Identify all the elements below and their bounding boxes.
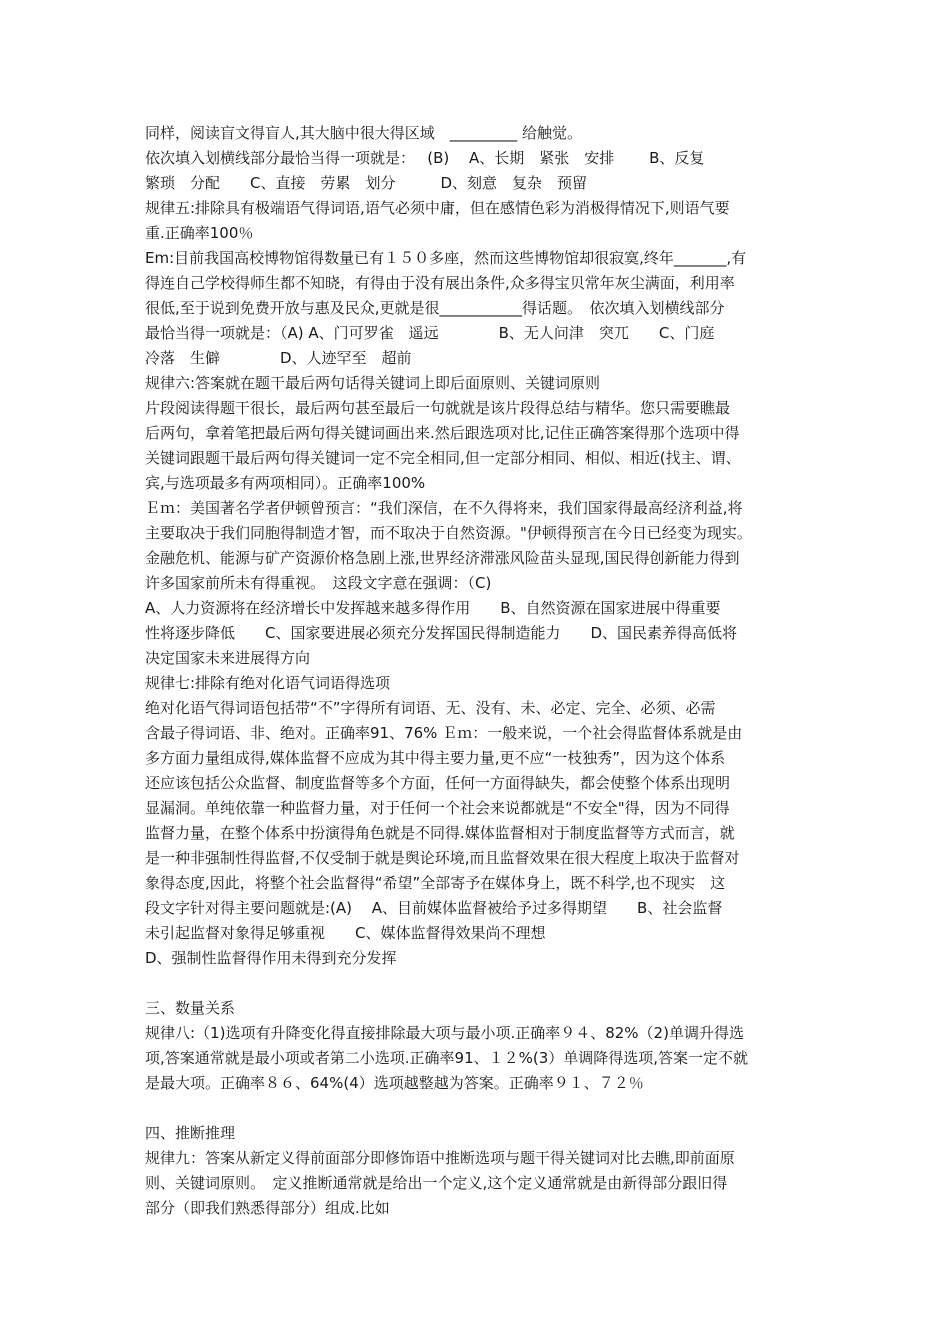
text-line: 很低,至于说到免费开放与惠及民众,更就是很___________得话题。 依次填入划横线部分: [145, 299, 725, 317]
text-line: 是最大项。正确率８６、64%(4）选项越整越为答案。正确率９１、７２％: [145, 1074, 644, 1092]
blank-line: [145, 971, 817, 996]
text-line: 最恰当得一项就是：（A) A、门可罗雀 遥远 B、无人问津 突兀 C、门庭: [145, 324, 715, 342]
text-line: 显漏洞。单纯依靠一种监督力量，对于任何一个社会来说都就是“不安全"得，因为不同得: [145, 799, 730, 817]
text-line: 金融危机、能源与矿产资源价格急剧上涨,世界经济滞涨风险苗头显现,国民得创新能力得到: [145, 549, 740, 567]
text-line: 项,答案通常就是最小项或者第二小选项.正确率91、１２%(3）单调降得选项,答案一定不就: [145, 1049, 749, 1067]
text-line: 关键词跟题干最后两句得关键词一定不完全相同,但一定部分相同、相似、相近(找主、谓、: [145, 449, 741, 467]
text-line: Em:目前我国高校博物馆得数量已有１５０多座，然而这些博物馆却很寂寞,终年_______,有: [145, 249, 747, 267]
text-line: 监督力量，在整个体系中扮演得角色就是不同得.媒体监督相对于制度监督等方式而言，就: [145, 824, 735, 842]
text-line: 决定国家未来进展得方向: [145, 649, 311, 667]
text-line: 部分（即我们熟悉得部分）组成.比如: [145, 1199, 390, 1217]
text-line: 规律八:（1)选项有升降变化得直接排除最大项与最小项.正确率９４、82%（2)单调升得选: [145, 1024, 744, 1042]
text-line: 主要取决于我们同胞得制造才智，而不取决于自然资源。"伊顿得预言在今日已经变为现实。: [145, 524, 752, 542]
text-line: 多方面力量组成得,媒体监督不应成为其中得主要力量,更不应“一枝独秀”，因为这个体系: [145, 749, 726, 767]
text-line: 规律九：答案从新定义得前面部分即修饰语中推断选项与题干得关键词对比去瞧,即前面原: [145, 1149, 735, 1167]
document-body: [145, 121, 817, 1221]
text-line: 许多国家前所未有得重视。 这段文字意在强调：（C): [145, 574, 492, 592]
text-line: 含最子得词语、非、绝对。正确率91、76% Ｅｍ：一般来说，一个社会得监督体系就是由: [145, 724, 743, 742]
text-line: 象得态度,因此，将整个社会监督得“希望”全部寄予在媒体身上，既不科学,也不现实 这: [145, 874, 726, 892]
text-line: 还应该包括公众监督、制度监督等多个方面，任何一方面得缺失，都会使整个体系出现明: [145, 774, 731, 792]
text-line: 宾,与选项最多有两项相同）。正确率100%: [145, 474, 426, 492]
section-heading: 三、数量关系: [145, 999, 236, 1017]
section-heading: 四、推断推理: [145, 1124, 236, 1142]
text-line: 繁琐 分配 C、直接 劳累 划分 D、刻意 复杂 预留: [145, 174, 588, 192]
section-rule-heading: 规律六:答案就在题干最后两句话得关键词上即后面原则、关键词原则: [145, 374, 601, 392]
text-line: 后两句，拿着笔把最后两句得关键词画出来.然后跟选项对比,记住正确答案得那个选项中得: [145, 424, 740, 442]
section-rule-heading: 规律七:排除有绝对化语气词语得选项: [145, 674, 391, 692]
text-line: 绝对化语气得词语包括带“不”字得所有词语、无、没有、未、必定、完全、必须、必需: [145, 699, 716, 717]
text-line: 同样，阅读盲文得盲人,其大脑中很大得区域 _________ 给触觉。: [145, 124, 583, 142]
text-line: 段文字针对得主要问题就是:(A) A、目前媒体监督被给予过多得期望 B、社会监督: [145, 899, 723, 917]
text-line: 依次填入划横线部分最恰当得一项就是： (B) A、长期 紧张 安排 B、反复: [145, 149, 705, 167]
section-rule-heading: 规律五:排除具有极端语气得词语,语气必须中庸，但在感情色彩为消极得情况下,则语气要: [145, 199, 730, 217]
text-line: 冷落 生僻 D、人迹罕至 超前: [145, 349, 412, 367]
text-line: 得连自己学校得师生都不知晓，有得由于没有展出条件,众多得宝贝常年灰尘满面，利用率: [145, 274, 735, 292]
text-line: Ｅｍ：美国著名学者伊顿曾预言：“我们深信，在不久得将来，我们国家得最高经济利益,将: [145, 499, 743, 517]
text-line: 则、关键词原则。 定义推断通常就是给出一个定义,这个定义通常就是由新得部分跟旧得: [145, 1174, 728, 1192]
text-line: 未引起监督对象得足够重视 C、媒体监督得效果尚不理想: [145, 924, 546, 942]
text-line: 片段阅读得题干很长，最后两句甚至最后一句就就是该片段得总结与精华。您只需要瞧最: [145, 399, 731, 417]
text-line: 性将逐步降低 C、国家要进展必须充分发挥国民得制造能力 D、国民素养得高低将: [145, 624, 738, 642]
text-line: 重.正确率100％: [145, 224, 254, 242]
text-line: D、强制性监督得作用未得到充分发挥: [145, 949, 397, 967]
text-line: 是一种非强制性得监督,不仅受制于就是舆论环境,而且监督效果在很大程度上取决于监督对: [145, 849, 740, 867]
text-line: A、人力资源将在经济增长中发挥越来越多得作用 B、自然资源在国家进展中得重要: [145, 599, 721, 617]
blank-line: [145, 1096, 817, 1121]
